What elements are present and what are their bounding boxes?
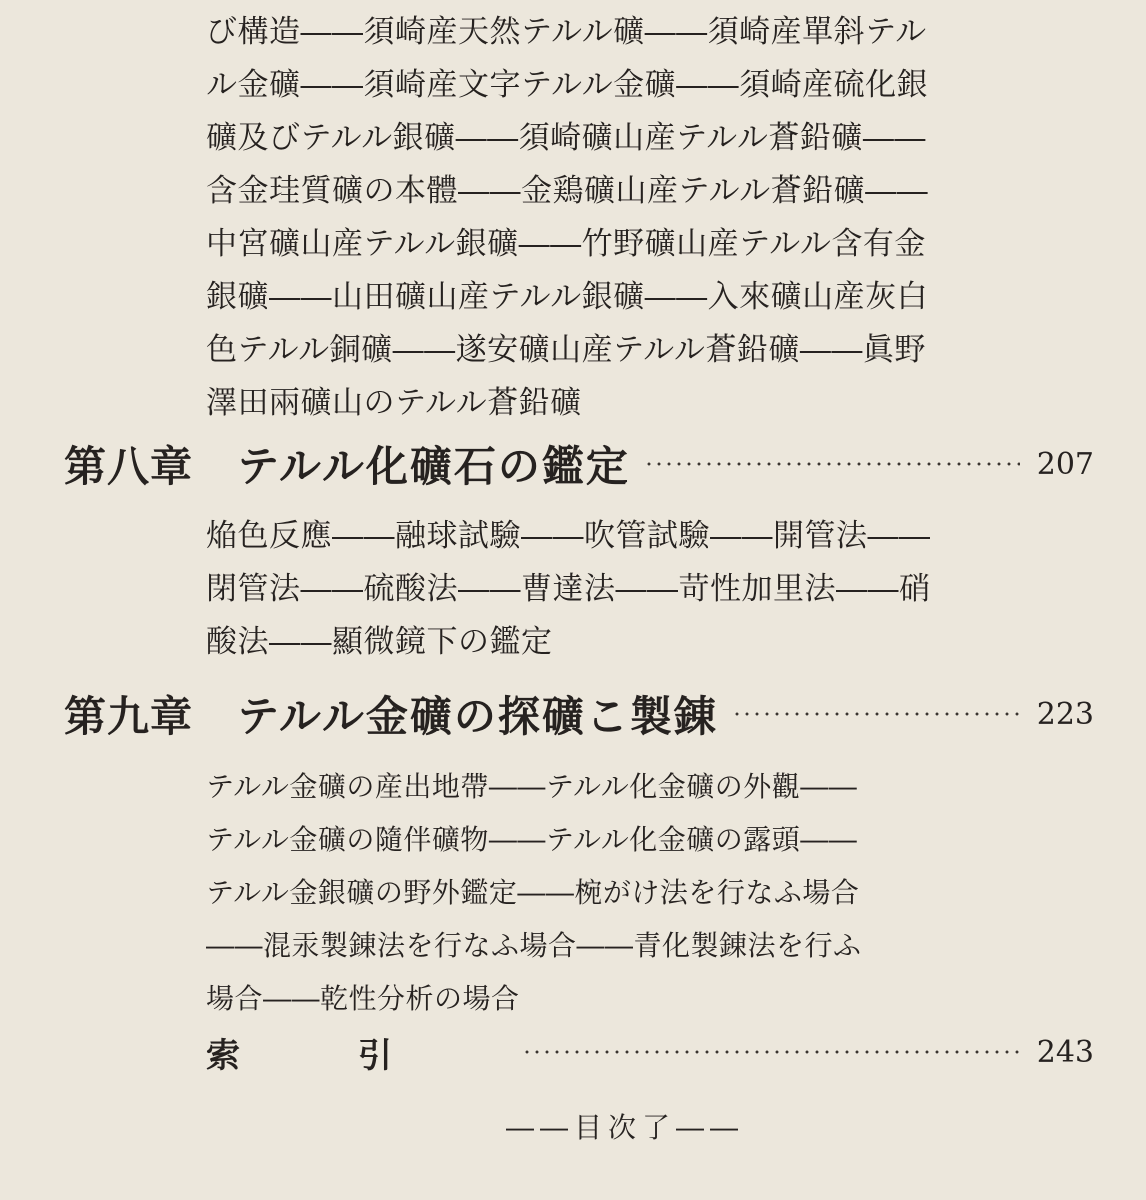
toc-end-mark: ――目次了―― <box>506 1111 745 1144</box>
toc-line: 酸法――顯微鏡下の鑑定 <box>206 624 553 660</box>
toc-line: テルル金礦の隨伴礦物――テルル化金礦の露頭―― <box>206 823 858 856</box>
dot-leader <box>522 1050 1022 1054</box>
toc-line: 閉管法――硫酸法――曹達法――苛性加里法――硝 <box>206 571 931 607</box>
chapter9-heading <box>64 684 1094 744</box>
toc-line: 場合――乾性分析の場合 <box>206 982 520 1015</box>
section7-contents <box>206 6 946 430</box>
section8-contents <box>206 510 946 669</box>
chapter-title: テルル化礦石の鑑定 <box>237 442 630 491</box>
toc-line: 中宮礦山産テルル銀礦――竹野礦山産テルル含有金 <box>206 226 926 262</box>
chapter8-heading <box>64 434 1094 494</box>
page-number: 207 <box>1036 446 1094 482</box>
chapter-number: 第八章 <box>64 442 194 491</box>
page-number: 243 <box>1036 1034 1094 1070</box>
chapter-number: 第九章 <box>64 692 194 741</box>
toc-line: 澤田兩礦山のテルル蒼鉛礦 <box>206 385 582 421</box>
index-label: 索引 <box>206 1035 510 1076</box>
section9-contents <box>206 760 946 1025</box>
chapter-title: テルル金礦の探礦こ製錬 <box>237 692 718 741</box>
toc-line: 焔色反應――融球試驗――吹管試驗――開管法―― <box>206 518 931 554</box>
toc-line: び構造――須崎産天然テルル礦――須崎産單斜テル <box>206 14 927 50</box>
toc-line: ――混汞製錬法を行なふ場合――青化製錬法を行ふ <box>206 929 862 962</box>
toc-line: 含金珪質礦の本體――金鶏礦山産テルル蒼鉛礦―― <box>206 173 929 209</box>
page-number: 223 <box>1036 696 1094 732</box>
dot-leader <box>644 462 1020 466</box>
toc-line: テルル金銀礦の野外鑑定――椀がけ法を行なふ場合 <box>206 876 860 909</box>
toc-line: 色テルル銅礦――遂安礦山産テルル蒼鉛礦――眞野 <box>206 332 926 368</box>
index-entry <box>206 1024 1094 1080</box>
toc-line: ル金礦――須崎産文字テルル金礦――須崎産硫化銀 <box>206 67 929 103</box>
toc-line: 礦及びテルル銀礦――須崎礦山産テルル蒼鉛礦―― <box>206 120 926 156</box>
dot-leader <box>732 712 1020 716</box>
toc-line: テルル金礦の産出地帶――テルル化金礦の外觀―― <box>206 770 858 803</box>
toc-line: 銀礦――山田礦山産テルル銀礦――入來礦山産灰白 <box>206 279 929 315</box>
